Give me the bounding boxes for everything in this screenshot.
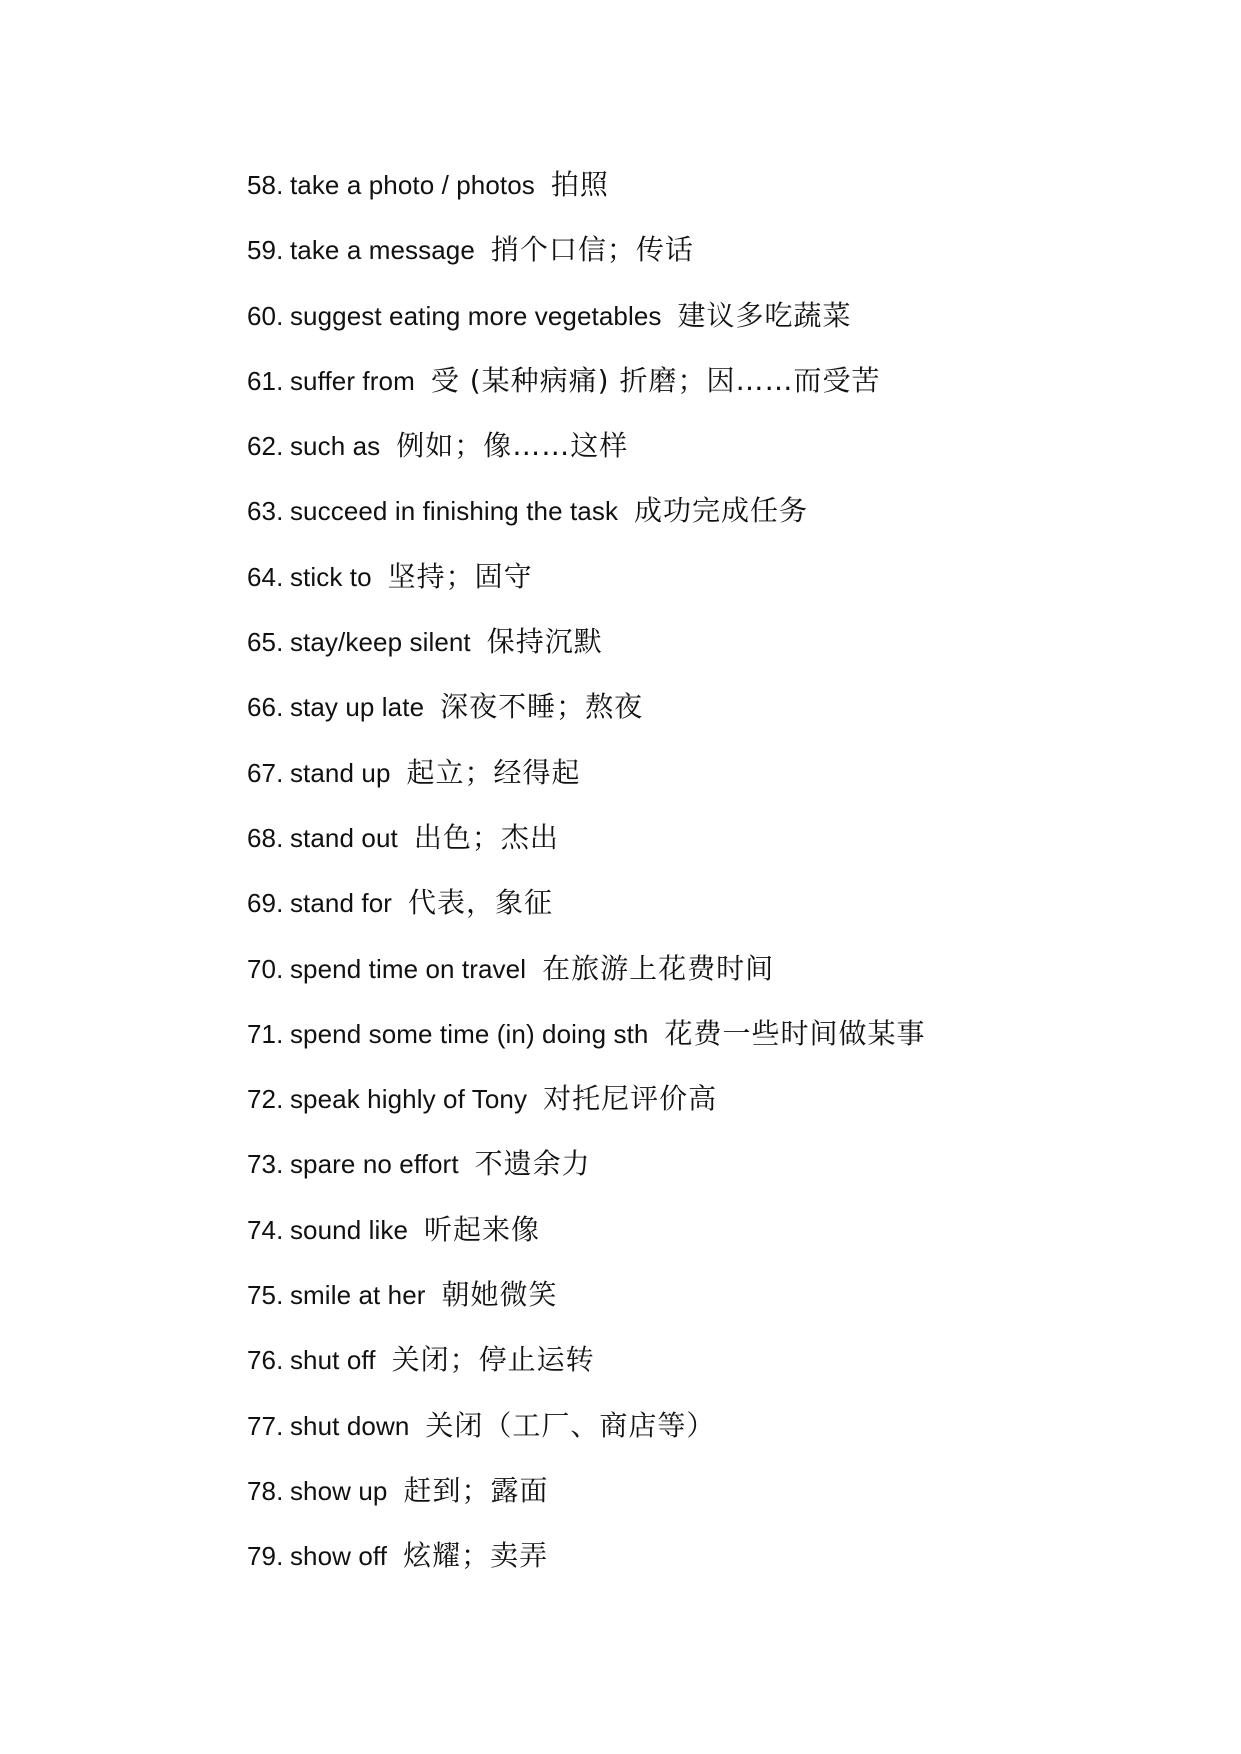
- english-phrase: stand for: [289, 888, 393, 919]
- english-phrase: take a photo / photos: [289, 170, 535, 200]
- english-phrase: speak highly of Tony: [289, 1084, 528, 1115]
- phrase-item-69: [247, 876, 1147, 941]
- english-phrase: suggest eating more vegetables: [289, 300, 662, 331]
- chinese-meaning: 代表，象征: [408, 886, 554, 920]
- english-phrase: smile at her: [289, 1280, 426, 1311]
- item-number: 65.: [247, 627, 284, 658]
- chinese-meaning: 不遗余力: [474, 1147, 591, 1181]
- chinese-meaning: 花费一些时间做某事: [664, 1016, 926, 1050]
- phrase-item-70: [247, 942, 1147, 1007]
- chinese-meaning: 赶到；露面: [403, 1473, 549, 1507]
- chinese-meaning: 对托尼评价高: [543, 1082, 718, 1116]
- english-phrase: shut down: [289, 1410, 410, 1441]
- item-number: 72.: [247, 1084, 284, 1115]
- phrase-item-58: [247, 158, 1147, 223]
- item-number: 68.: [247, 822, 284, 853]
- phrase-item-60: [247, 289, 1147, 354]
- english-phrase: show up: [289, 1475, 388, 1506]
- item-number: 63.: [247, 496, 284, 527]
- chinese-meaning: 深夜不睡；熬夜: [440, 690, 644, 724]
- phrase-item-73: [247, 1137, 1147, 1202]
- chinese-meaning: 捎个口信；传话: [490, 233, 694, 267]
- item-number: 73.: [247, 1149, 284, 1180]
- phrase-item-59: [247, 223, 1147, 288]
- english-phrase: show off: [289, 1541, 388, 1572]
- english-phrase: succeed in finishing the task: [289, 496, 619, 527]
- english-phrase: stick to: [289, 561, 372, 592]
- chinese-meaning: 听起来像: [424, 1212, 541, 1246]
- item-number: 70.: [247, 953, 284, 984]
- phrase-item-68: [247, 811, 1147, 876]
- chinese-meaning: 保持沉默: [486, 625, 603, 659]
- english-phrase: stand out: [289, 822, 398, 853]
- english-phrase: spare no effort: [289, 1149, 459, 1180]
- chinese-meaning: 关闭（工厂、商店等）: [425, 1408, 716, 1442]
- chinese-meaning: 在旅游上花费时间: [542, 951, 775, 985]
- item-number: 77.: [247, 1410, 284, 1441]
- item-number: 61.: [247, 365, 284, 396]
- phrase-item-66: [247, 680, 1147, 745]
- english-phrase: stay/keep silent: [289, 627, 471, 658]
- item-number: 60.: [247, 300, 284, 331]
- phrase-item-76: [247, 1333, 1147, 1398]
- chinese-meaning: 出色；杰出: [413, 820, 559, 854]
- phrase-item-63: [247, 484, 1147, 549]
- item-number: 59.: [247, 235, 284, 266]
- item-number: 58.: [247, 170, 284, 200]
- phrase-item-74: [247, 1203, 1147, 1268]
- phrase-item-75: [247, 1268, 1147, 1333]
- english-phrase: spend time on travel: [289, 953, 527, 984]
- item-number: 79.: [247, 1541, 284, 1572]
- chinese-meaning: 拍照: [550, 168, 609, 201]
- english-phrase: such as: [289, 431, 381, 462]
- item-number: 75.: [247, 1280, 284, 1311]
- item-number: 69.: [247, 888, 284, 919]
- english-phrase: spend some time (in) doing sth: [289, 1018, 649, 1049]
- chinese-meaning: 受 (某种病痛) 折磨；因……而受苦: [430, 363, 881, 397]
- phrase-item-71: [247, 1007, 1147, 1072]
- item-number: 71.: [247, 1018, 284, 1049]
- phrase-item-77: [247, 1399, 1147, 1464]
- english-phrase: suffer from: [289, 365, 415, 396]
- chinese-meaning: 炫耀；卖弄: [403, 1539, 549, 1573]
- chinese-meaning: 坚持；固守: [387, 559, 533, 593]
- chinese-meaning: 成功完成任务: [634, 494, 809, 528]
- chinese-meaning: 关闭；停止运转: [391, 1343, 595, 1377]
- item-number: 67.: [247, 757, 284, 788]
- phrase-item-78: [247, 1464, 1147, 1529]
- phrase-item-67: [247, 746, 1147, 811]
- item-number: 66.: [247, 692, 284, 723]
- english-phrase: take a message: [289, 235, 475, 266]
- chinese-meaning: 建议多吃蔬菜: [677, 298, 852, 332]
- chinese-meaning: 起立；经得起: [406, 755, 581, 789]
- item-number: 74.: [247, 1214, 284, 1245]
- item-number: 78.: [247, 1475, 284, 1506]
- phrase-item-79: [247, 1529, 1147, 1594]
- chinese-meaning: 例如；像……这样: [396, 429, 629, 463]
- chinese-meaning: 朝她微笑: [441, 1278, 558, 1312]
- english-phrase: stay up late: [289, 692, 425, 723]
- english-phrase: stand up: [289, 757, 391, 788]
- english-phrase: shut off: [289, 1345, 376, 1376]
- english-phrase: sound like: [289, 1214, 409, 1245]
- phrase-item-62: [247, 419, 1147, 484]
- phrase-item-61: [247, 354, 1147, 419]
- item-number: 62.: [247, 431, 284, 462]
- phrase-item-64: [247, 550, 1147, 615]
- phrase-list: [247, 158, 1147, 1595]
- phrase-item-65: [247, 615, 1147, 680]
- item-number: 64.: [247, 561, 284, 592]
- phrase-item-72: [247, 1072, 1147, 1137]
- item-number: 76.: [247, 1345, 284, 1376]
